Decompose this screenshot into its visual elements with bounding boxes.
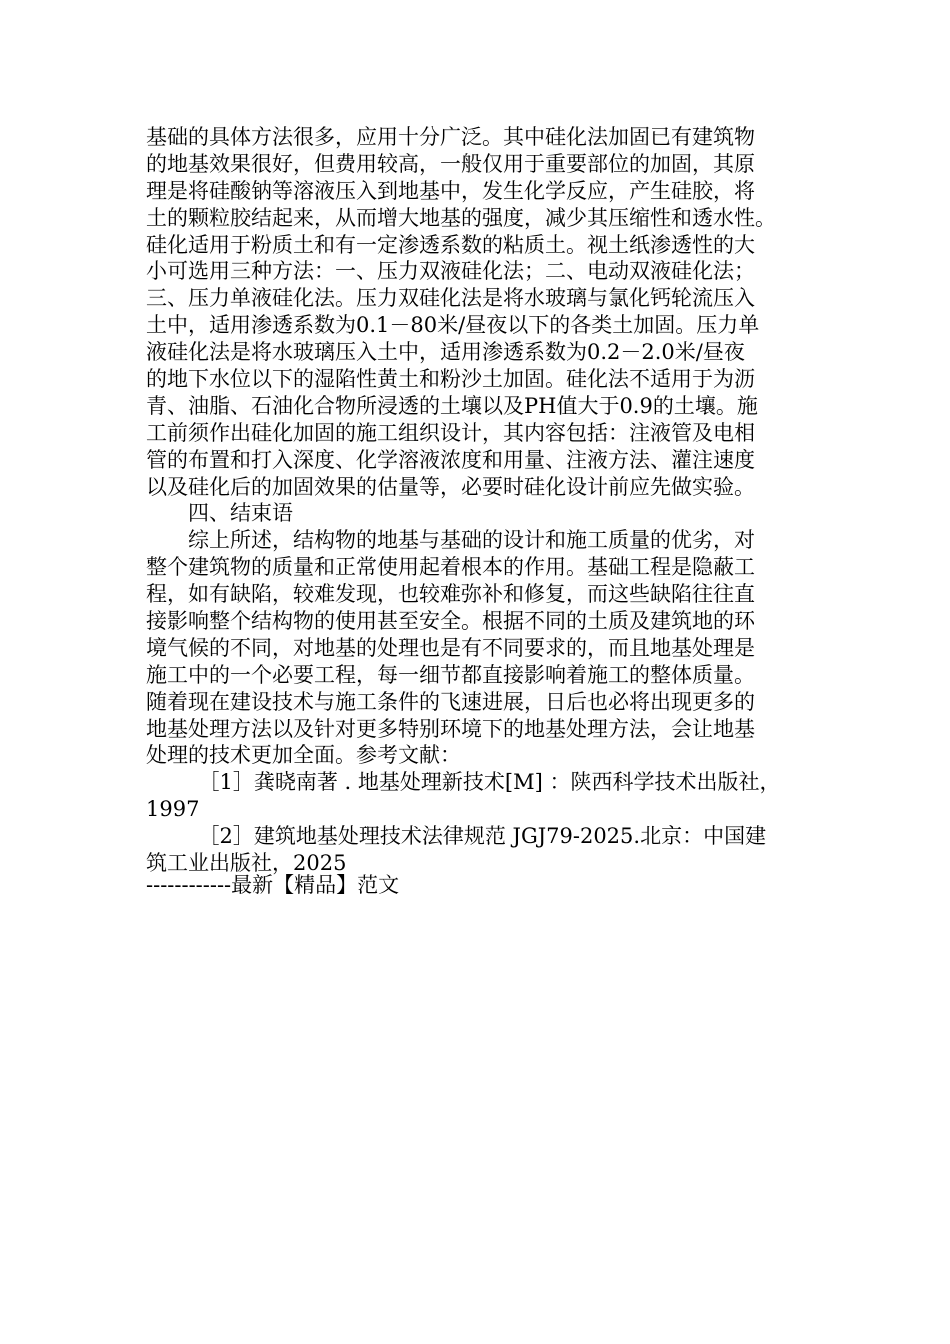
text-line: ［2］建筑地基处理技术法律规范 JGJ79-2025.北京：中国建 xyxy=(146,824,767,849)
text-line: 四、结束语 xyxy=(146,501,293,526)
text-line: 管的布置和打入深度、化学溶液浓度和用量、注液方法、灌注速度 xyxy=(146,447,755,472)
text-line: 理是将硅酸钠等溶液压入到地基中，发生化学反应，产生硅胶，将 xyxy=(146,178,755,203)
footer-text xyxy=(146,872,818,899)
text-line: 程，如有缺陷，较难发现，也较难弥补和修复，而这些缺陷往往直 xyxy=(146,582,755,607)
text-line: 接影响整个结构物的使用甚至安全。根据不同的土质及建筑地的环 xyxy=(146,609,755,634)
text-line: 小可选用三种方法：一、压力双液硅化法；二、电动双液硅化法； xyxy=(146,259,755,284)
text-line: 硅化适用于粉质土和有一定渗透系数的粘质土。视土纸渗透性的大 xyxy=(146,232,755,257)
text-line: 整个建筑物的质量和正常使用起着根本的作用。基础工程是隐蔽工 xyxy=(146,555,755,580)
text-line: 1997 xyxy=(146,797,200,822)
text-line: 土中，适用渗透系数为0.1－80米/昼夜以下的各类土加固。压力单 xyxy=(146,313,760,338)
text-line: 综上所述，结构物的地基与基础的设计和施工质量的优劣，对 xyxy=(146,528,755,553)
text-line: 随着现在建设技术与施工条件的飞速进展，日后也必将出现更多的 xyxy=(146,689,755,714)
text-line: 青、油脂、石油化合物所浸透的土壤以及PH值大于0.9的土壤。施 xyxy=(146,393,758,418)
text-line: 以及硅化后的加固效果的估量等，必要时硅化设计前应先做实验。 xyxy=(146,474,755,499)
body-text xyxy=(146,124,818,877)
text-line: 三、压力单液硅化法。压力双硅化法是将水玻璃与氯化钙轮流压入 xyxy=(146,286,755,311)
text-line: 地基处理方法以及针对更多特别环境下的地基处理方法，会让地基 xyxy=(146,716,755,741)
text-line: 施工中的一个必要工程，每一细节都直接影响着施工的整体质量。 xyxy=(146,662,755,687)
text-line: 处理的技术更加全面。参考文献： xyxy=(146,743,461,768)
text-line: 的地下水位以下的湿陷性黄土和粉沙土加固。硅化法不适用于为沥 xyxy=(146,367,755,392)
text-line: 工前须作出硅化加固的施工组织设计，其内容包括：注液管及电相 xyxy=(146,420,755,445)
text-line: ［1］龚晓南著 . 地基处理新技术[M] ：陕西科学技术出版社， xyxy=(146,770,781,795)
text-line: 土的颗粒胶结起来，从而增大地基的强度，减少其压缩性和透水性。 xyxy=(146,205,776,230)
text-line: 基础的具体方法很多，应用十分广泛。其中硅化法加固已有建筑物 xyxy=(146,125,755,149)
footer-line: ------------最新【精品】范文 xyxy=(146,873,400,897)
text-line: 筑工业出版社，2025 xyxy=(146,851,347,876)
text-line: 境气候的不同，对地基的处理也是有不同要求的，而且地基处理是 xyxy=(146,635,755,660)
text-line: 液硅化法是将水玻璃压入土中，适用渗透系数为0.2－2.0米/昼夜 xyxy=(146,340,745,365)
text-line: 的地基效果很好，但费用较高，一般仅用于重要部位的加固，其原 xyxy=(146,151,755,176)
